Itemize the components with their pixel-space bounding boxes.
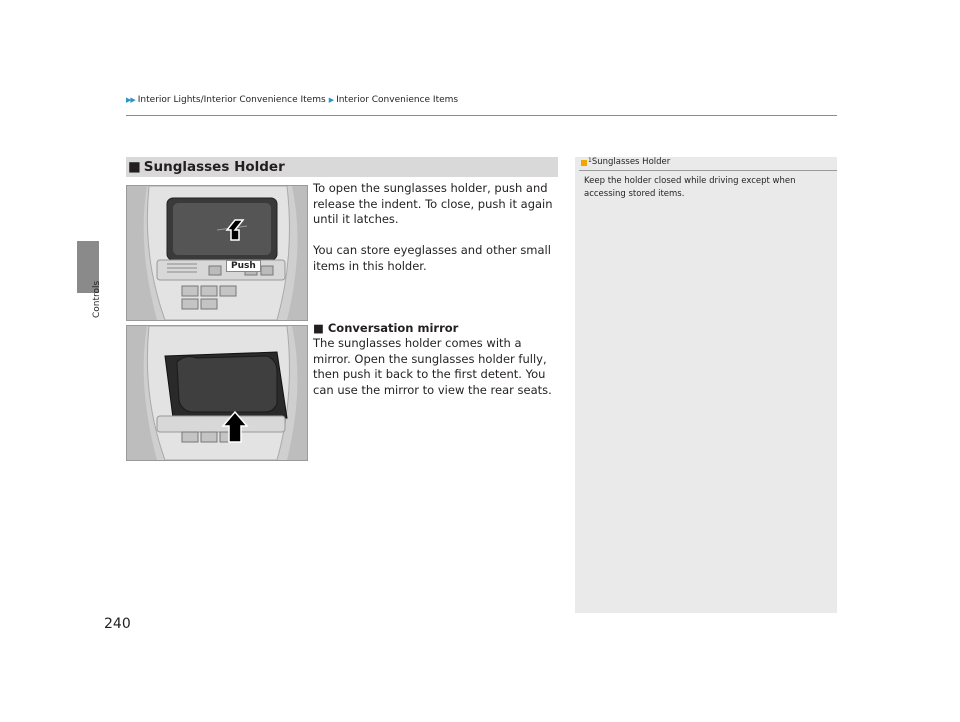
note-body: Keep the holder closed while driving except when accessing stored items. [584, 176, 796, 199]
page-number: 240 [104, 616, 131, 632]
push-callout: Push [226, 260, 261, 272]
breadcrumb-arrow-icon: ▶▶ [126, 96, 135, 104]
chapter-label: Controls [92, 280, 102, 318]
instructions-paragraph: To open the sunglasses holder, push and release the indent. To close, push it again until it latches. [313, 181, 553, 226]
header-divider [126, 115, 837, 116]
breadcrumb [126, 95, 458, 105]
conversation-mirror-paragraph: The sunglasses holder comes with a mirror. Open the sunglasses holder fully, then push it back to the first detent. You can use the mirror to view the rear seats. [313, 336, 552, 397]
section-heading-bar [126, 157, 558, 177]
breadcrumb-item[interactable]: Interior Convenience Items [336, 95, 459, 105]
note-title: $^1$Sunglasses Holder [581, 157, 670, 167]
conversation-mirror-heading: ■ Conversation mirror [313, 321, 459, 335]
breadcrumb-item[interactable]: Interior Lights/Interior Convenience Items [137, 95, 326, 105]
storage-paragraph: You can store eyeglasses and other small items in this holder. [313, 243, 551, 273]
note-marker-icon [581, 160, 587, 166]
sunglasses-holder-closed-illustration [126, 185, 308, 321]
conversation-mirror-illustration [126, 325, 308, 461]
breadcrumb-separator-icon: ▶ [328, 96, 334, 104]
section-title: ■ Sunglasses Holder [128, 159, 285, 175]
note-divider [579, 170, 837, 171]
note-panel [575, 157, 837, 613]
